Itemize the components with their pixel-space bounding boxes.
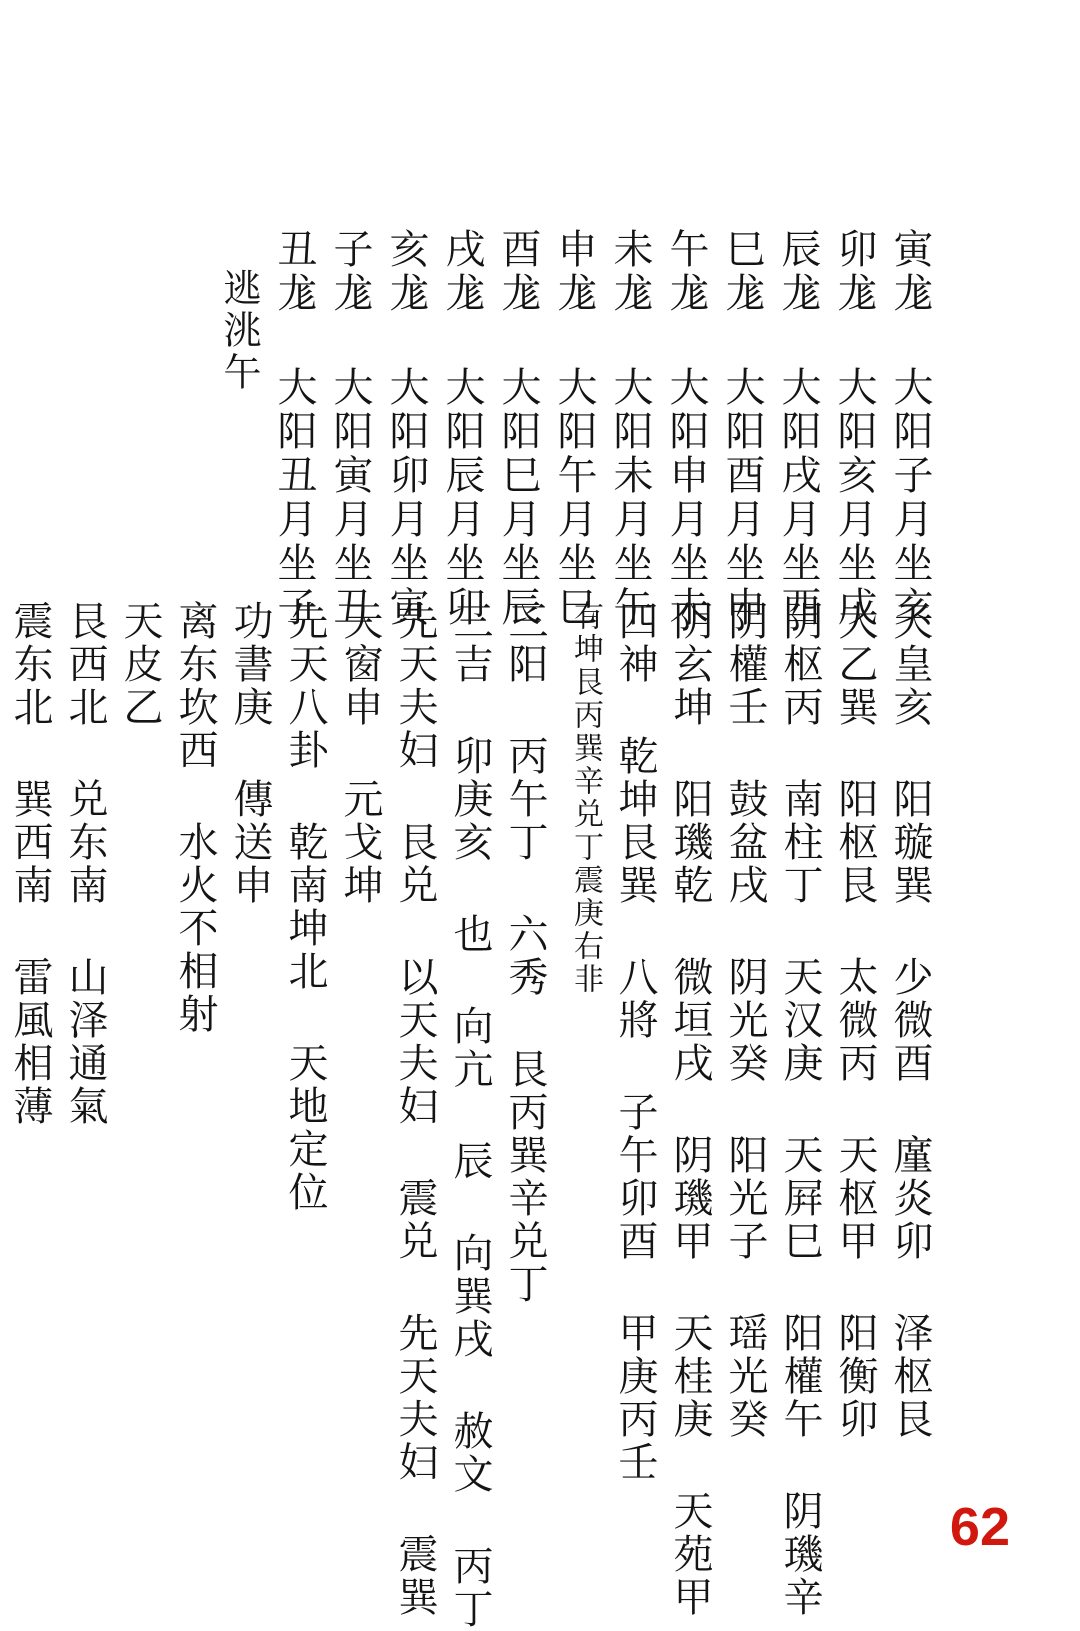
page-number: 62 — [949, 1497, 1010, 1557]
lower-column: 大乙巽 阳枢艮 太微丙 天枢甲 阳衡卯 — [832, 600, 878, 1441]
lower-column: 离东坎西 水火不相射 — [172, 600, 218, 1036]
upper-signoff: 逃洮午 — [217, 268, 261, 394]
lower-column: 三吉 卯庚亥 也 向亢 辰 向巽戌 赦文 丙丁 — [447, 600, 493, 1631]
lower-column: 阴枢丙 南柱丁 天汉庚 天屛巳 阳權午 阴璣辛 — [777, 600, 823, 1619]
lower-text-block — [0, 600, 933, 1631]
upper-column: 申尨 大阳午月坐巳 — [551, 228, 597, 630]
lower-insert: 功書庚 傳送申 — [227, 600, 273, 907]
lower-column: 天皇亥 阳璇巽 少微酉 廑炎卯 泽枢艮 — [887, 600, 933, 1441]
lower-column: 先天八卦 乾南坤北 天地定位 — [282, 600, 328, 1214]
upper-column: 辰尨 大阳戌月坐酉 — [775, 228, 821, 630]
upper-column: 戌尨 大阳辰月坐卯 — [439, 228, 485, 630]
lower-insert: 天皮乙 — [117, 600, 163, 729]
lower-column: 阴玄坤 阳璣乾 微垣戌 阴璣甲 天桂庚 天苑甲 — [667, 600, 713, 1619]
lower-column: 先天夫妇 艮兑 以天夫妇 震兑 先天夫妇 震巽 — [392, 600, 438, 1619]
upper-column: 未尨 大阳未月坐午 — [607, 228, 653, 630]
lower-column: 震东北 巽西南 雷風相薄 — [7, 600, 53, 1128]
upper-column: 午尨 大阳申月坐未 — [663, 228, 709, 630]
upper-column: 丑尨 大阳丑月坐子 — [271, 228, 317, 630]
lower-insert: 天窗申 元戈坤 — [337, 600, 383, 907]
upper-text-block — [192, 228, 933, 630]
lower-column: 艮西北 兑东南 山泽通氣 — [62, 600, 108, 1128]
upper-column: 子尨 大阳寅月坐丑 — [327, 228, 373, 630]
lower-column: 四神 乾坤艮巽 八將 子午卯酉 甲庚丙壬 — [612, 600, 658, 1484]
upper-column: 巳尨 大阳酉月坐申 — [719, 228, 765, 630]
lower-column: 三阳 丙午丁 六秀 艮丙巽辛兑丁 — [502, 600, 548, 1306]
lower-insert: 有坤艮丙巽辛兑丁震庚右非 — [568, 600, 603, 996]
upper-column: 亥尨 大阳卯月坐寅 — [383, 228, 429, 630]
lower-column: 阴權壬 鼓盆戌 阴光癸 阳光子 瑶光癸 — [722, 600, 768, 1441]
upper-column: 卯尨 大阳亥月坐戌 — [831, 228, 877, 630]
upper-column: 酉尨 大阳巳月坐辰 — [495, 228, 541, 630]
upper-column: 寅尨 大阳子月坐亥 — [887, 228, 933, 630]
